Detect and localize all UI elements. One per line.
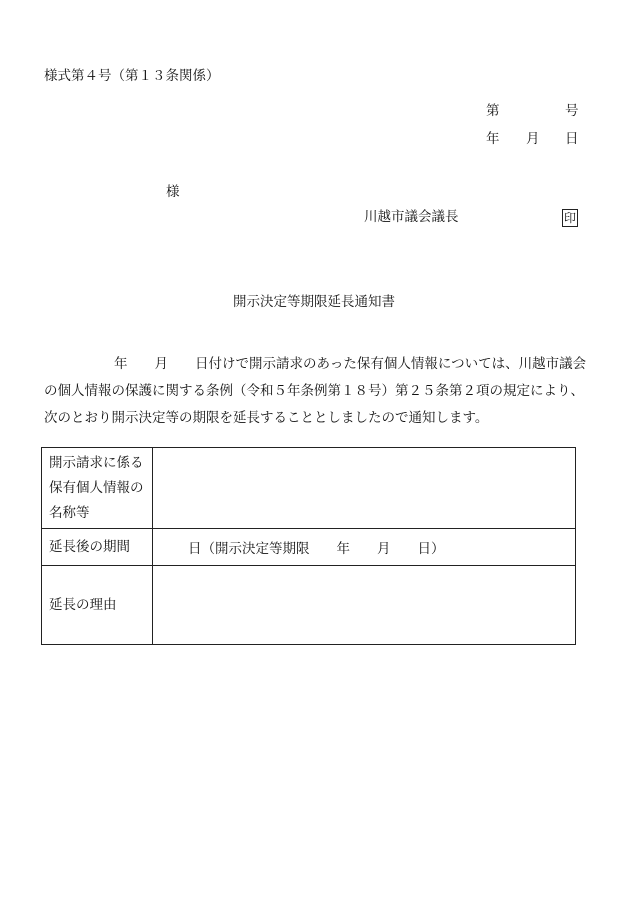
extension-reason-value-cell[interactable] (153, 566, 576, 645)
body-paragraph (44, 351, 586, 432)
info-name-label-line-2: 保有個人情報の (49, 479, 144, 496)
table-row (42, 529, 576, 566)
extension-period-value-cell[interactable] (153, 529, 576, 566)
info-name-label-line-1: 開示請求に係る (49, 454, 144, 471)
doc-number-prefix: 第 (486, 103, 500, 119)
table-row (42, 448, 576, 529)
extension-period-value: 日（開示決定等期限 年 月 日） (188, 541, 445, 557)
document-title: 開示決定等期限延長通知書 (233, 294, 395, 310)
issuer-title: 川越市議会議長 (364, 209, 459, 225)
extension-period-label: 延長後の期間 (42, 529, 153, 566)
extension-details-table (41, 447, 576, 645)
addressee-honorific: 様 (166, 184, 180, 200)
date-year: 年 (486, 131, 500, 147)
info-name-label-cell (42, 448, 153, 529)
extension-reason-label: 延長の理由 (42, 566, 153, 645)
body-line-1: 年 月 日付けで開示請求のあった保有個人情報については、川越市議会 (114, 356, 587, 372)
seal-mark: 印 (563, 211, 576, 225)
table-row (42, 566, 576, 645)
body-line-3: 次のとおり開示決定等の期限を延長することとしましたので通知します。 (44, 410, 489, 426)
info-name-label-line-3: 名称等 (49, 504, 90, 521)
date-month: 月 (526, 131, 540, 147)
body-line-2: の個人情報の保護に関する条例（令和５年条例第１８号）第２５条第２項の規定により、 (44, 383, 584, 399)
doc-number-suffix: 号 (565, 103, 579, 119)
info-name-value-cell[interactable] (153, 448, 576, 529)
date-day: 日 (565, 131, 579, 147)
form-number: 様式第４号（第１３条関係） (44, 68, 220, 84)
